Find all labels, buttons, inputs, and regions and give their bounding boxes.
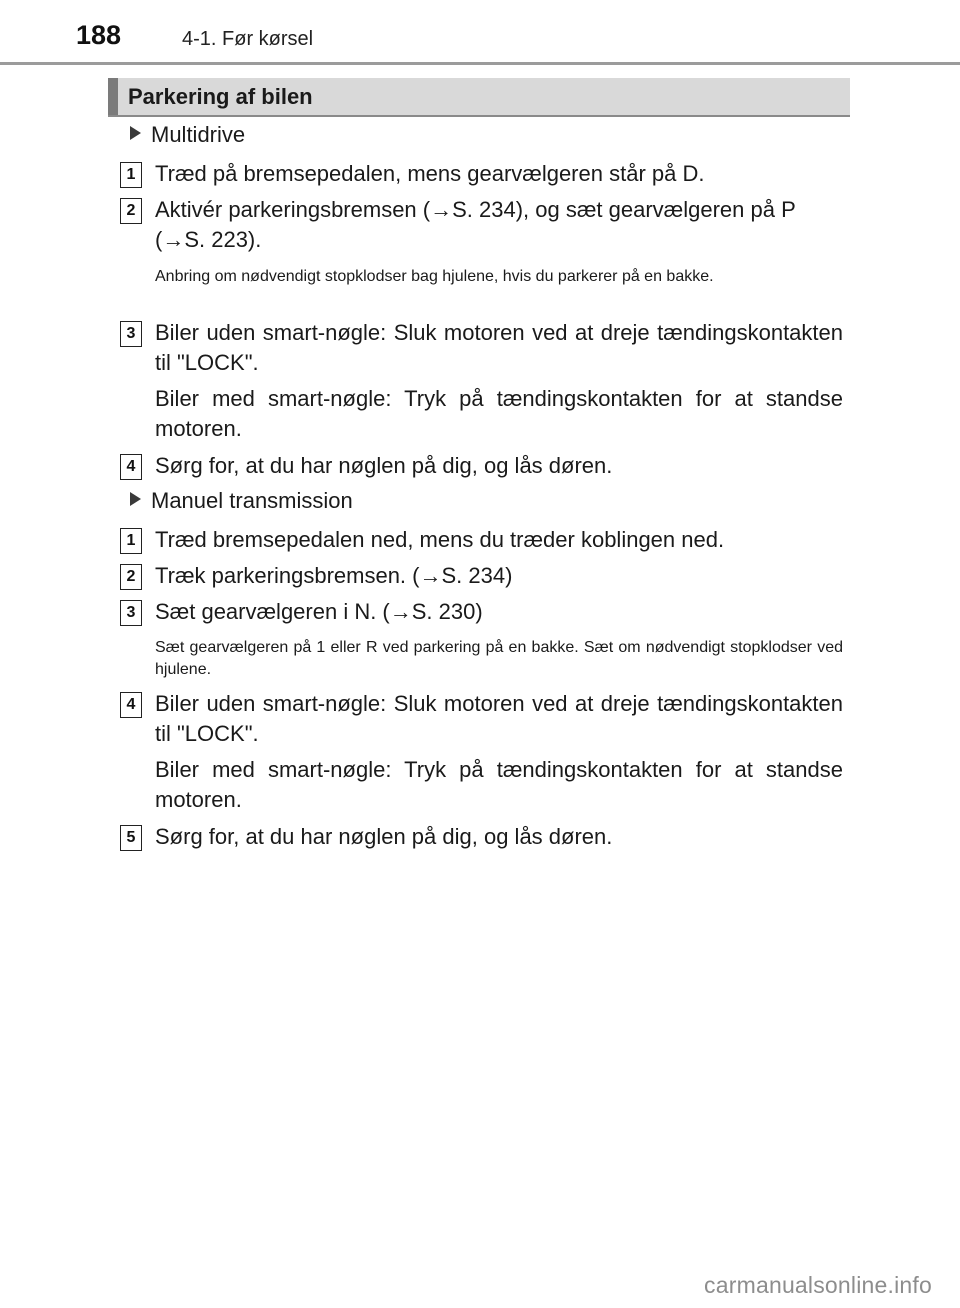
step-note: Anbring om nødvendigt stopklodser bag hjulene, hvis du parkerer på en bakke. — [155, 268, 714, 285]
subheading-manual-transmission — [130, 488, 353, 514]
section-bar-accent — [108, 78, 118, 115]
header-divider — [0, 62, 960, 65]
step-number: 3 — [120, 600, 142, 626]
step-text: Sæt gearvælgeren i N. (→S. 230) — [155, 599, 483, 624]
subheading-label: Manuel transmission — [151, 488, 353, 513]
step-text: Biler uden smart-nøgle: Sluk motoren ved at dreje tændingskontakten til "LOCK". — [155, 320, 843, 375]
step-number: 2 — [120, 564, 142, 590]
step-number: 2 — [120, 198, 142, 224]
step-text: Biler uden smart-nøgle: Sluk motoren ved at dreje tændingskontakten til "LOCK". — [155, 691, 843, 746]
section-title: Parkering af bilen — [128, 84, 313, 109]
step-text: Sørg for, at du har nøglen på dig, og lås døren. — [155, 824, 613, 849]
step-number: 1 — [120, 162, 142, 188]
chapter-title: 4-1. Før kørsel — [182, 28, 314, 50]
step-number: 5 — [120, 825, 142, 851]
page-header — [0, 0, 960, 64]
step-text-continued: Biler med smart-nøgle: Tryk på tændingskontakten for at standse motoren. — [155, 386, 843, 441]
step-text: Træd på bremsepedalen, mens gearvælgeren står på D. — [155, 161, 705, 186]
step-number: 1 — [120, 528, 142, 554]
step-text-continued: Biler med smart-nøgle: Tryk på tændingskontakten for at standse motoren. — [155, 757, 843, 812]
triangle-bullet-icon — [130, 126, 141, 140]
section-heading-bar — [108, 78, 850, 117]
step-text: Sørg for, at du har nøglen på dig, og lås døren. — [155, 453, 613, 478]
step-text — [155, 195, 843, 255]
step-text-line: (→S. 223). — [155, 227, 262, 252]
step-text: Træd bremsepedalen ned, mens du træder koblingen ned. — [155, 527, 725, 552]
watermark: carmanualsonline.info — [704, 1272, 932, 1298]
step-number: 4 — [120, 692, 142, 718]
step-number: 3 — [120, 321, 142, 347]
step-number: 4 — [120, 454, 142, 480]
step-note: Sæt gearvælgeren på 1 eller R ved parkering på en bakke. Sæt om nødvendigt stopklodser ved hjulene. — [155, 639, 843, 678]
page-number: 188 — [76, 20, 122, 50]
subheading-multidrive — [130, 122, 245, 148]
step-text: Træk parkeringsbremsen. (→S. 234) — [155, 563, 513, 588]
subheading-label: Multidrive — [151, 122, 246, 147]
triangle-bullet-icon — [130, 492, 141, 506]
step-text-line: Aktivér parkeringsbremsen (→S. 234), og sæt gearvælgeren på P — [155, 197, 796, 222]
